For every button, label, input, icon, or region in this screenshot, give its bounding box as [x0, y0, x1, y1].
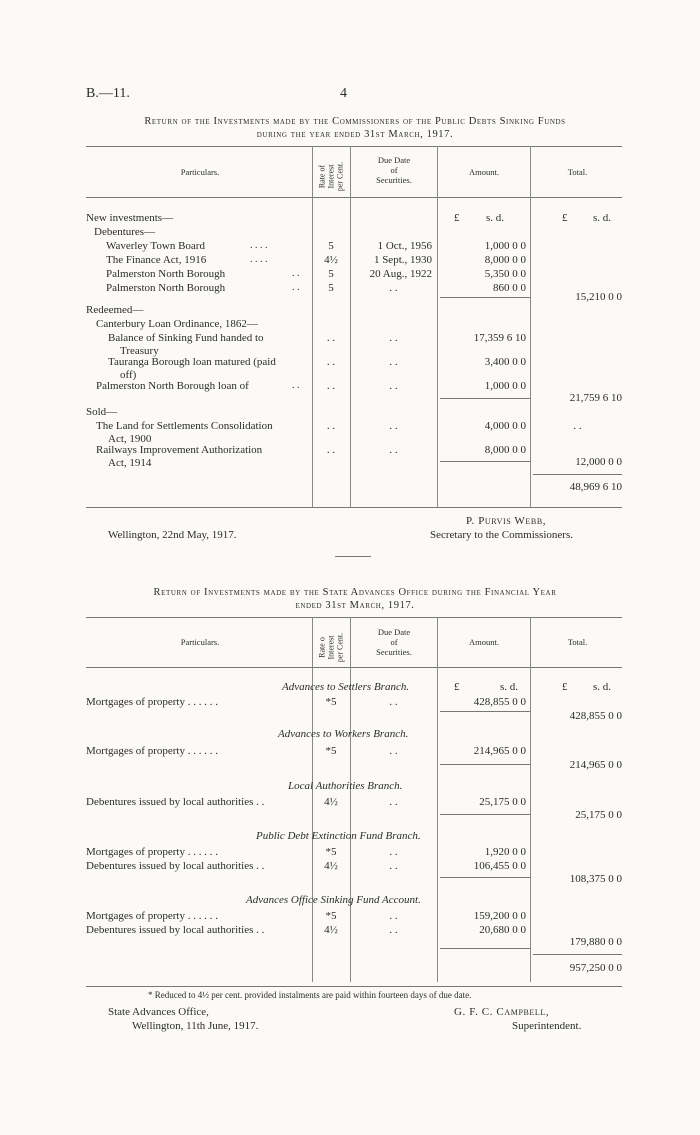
subtotal-rule	[440, 461, 530, 462]
b5-amount-mortgages: 159,200 0 0	[473, 910, 526, 922]
b4-rate-mortgages: *5	[325, 846, 337, 858]
row-waverley-due: 1 Oct., 1956	[377, 240, 432, 252]
table1-title-line2: during the year ended 31st March, 1917.	[256, 129, 454, 140]
canterbury-label: Canterbury Loan Ordinance, 1862—	[96, 318, 258, 330]
row-land-particulars: The Land for Settlements Consolidation	[96, 420, 273, 432]
dots-cell: . .	[389, 745, 398, 757]
table2-signatory: G. F. C. Campbell,	[454, 1006, 550, 1018]
b4-total: 108,375 0 0	[569, 873, 622, 885]
dots-cell: . .	[389, 910, 398, 922]
leader-dots: . . . .	[250, 254, 268, 265]
row-land-particulars-cont: Act, 1900	[108, 433, 152, 445]
dots-cell: . .	[389, 696, 398, 708]
dots-cell: . .	[389, 444, 398, 456]
branch-sinking-fund-heading: Advances Office Sinking Fund Account.	[246, 894, 421, 906]
dots-cell: . .	[389, 380, 398, 392]
row-palmerston-1-particulars: Palmerston North Borough	[106, 268, 226, 280]
table1-col-divider	[530, 146, 531, 507]
leader-dots: . .	[292, 268, 300, 279]
series-number: B.—11.	[86, 86, 130, 101]
table2-amount-pound: £	[454, 681, 460, 693]
row-balance-particulars: Balance of Sinking Fund handed to	[108, 332, 264, 344]
subtotal-rule	[440, 711, 530, 712]
row-tauranga-amount: 3,400 0 0	[484, 356, 526, 368]
branch-local-authorities-heading: Local Authorities Branch.	[288, 780, 403, 792]
table1-signatory-title: Secretary to the Commissioners.	[430, 529, 573, 541]
row-railways-amount: 8,000 0 0	[484, 444, 526, 456]
subtotal-rule	[440, 814, 530, 815]
table2-office: State Advances Office,	[108, 1006, 209, 1018]
dots-cell: . .	[326, 332, 336, 344]
row-waverley-rate: 5	[328, 240, 334, 252]
row-palmerston-2-rate: 5	[328, 282, 334, 294]
total-redeemed: 21,759 6 10	[569, 392, 622, 404]
b3-amount: 25,175 0 0	[479, 796, 526, 808]
row-waverley-particulars: Waverley Town Board	[106, 240, 205, 252]
table1-header-amount: Amount.	[469, 167, 499, 177]
table2-header-due-date: Due Date of Securities.	[376, 627, 412, 657]
subtotal-rule	[440, 764, 530, 765]
table1-amount-sd: s. d.	[486, 212, 505, 224]
b3-rate: 4½	[324, 796, 338, 808]
table1-title-line1: Return of the Investments made by the Commissioners of the Public Debts Sinking Funds	[144, 116, 566, 127]
row-palmerston-2-amount: 860 0 0	[493, 282, 526, 294]
row-finance-act-amount: 8,000 0 0	[484, 254, 526, 266]
subtotal-rule	[440, 297, 530, 298]
new-investments-label: New investments—	[86, 212, 174, 224]
row-palmerston-1-rate: 5	[328, 268, 334, 280]
row-finance-act-due: 1 Sept., 1930	[373, 254, 432, 266]
subtotal-rule	[440, 877, 530, 878]
total-rule	[533, 954, 622, 955]
table1-total-pound: £	[562, 212, 568, 224]
table2-signatory-title: Superintendent.	[512, 1020, 582, 1032]
b5-amount-debentures: 20,680 0 0	[479, 924, 526, 936]
table1-grand-total: 48,969 6 10	[569, 481, 622, 493]
table2-total-sd: s. d.	[593, 681, 612, 693]
b5-rate-debentures: 4½	[324, 924, 338, 936]
row-palmerston-1-amount: 5,350 0 0	[484, 268, 526, 280]
dots-cell: . .	[326, 444, 336, 456]
b3-particulars: Debentures issued by local authorities . .	[86, 796, 265, 808]
row-tauranga-particulars: Tauranga Borough loan matured (paid	[108, 356, 276, 368]
table2-header-amount: Amount.	[469, 637, 499, 647]
b4-amount-debentures: 106,455 0 0	[473, 860, 526, 872]
total-rule	[533, 474, 622, 475]
row-palmerston-loan-particulars: Palmerston North Borough loan of	[96, 380, 249, 392]
table1-total-sd: s. d.	[593, 212, 612, 224]
dots-cell: . .	[326, 356, 336, 368]
dots-cell: . .	[326, 420, 336, 432]
table1-header-particulars: Particulars.	[180, 167, 220, 177]
b1-total: 428,855 0 0	[569, 710, 622, 722]
table1-amount-pound: £	[454, 212, 460, 224]
total-sold: 12,000 0 0	[575, 456, 622, 468]
debentures-label: Debentures—	[94, 226, 156, 238]
table1-header-rule	[86, 197, 622, 198]
b4-rate-debentures: 4½	[324, 860, 338, 872]
section-separator	[335, 556, 371, 557]
b5-total: 179,880 0 0	[569, 936, 622, 948]
table1-bottom-rule	[86, 507, 622, 508]
b5-particulars-debentures: Debentures issued by local authorities . .	[86, 924, 265, 936]
subtotal-rule	[440, 948, 530, 949]
table2-title-line1: Return of Investments made by the State Advances Office during the Financial Year	[153, 587, 557, 598]
b1-amount: 428,855 0 0	[473, 696, 526, 708]
b2-amount: 214,965 0 0	[473, 745, 526, 757]
dots-cell: . .	[389, 846, 398, 858]
leader-dots: . .	[292, 380, 300, 391]
table2-header-rule	[86, 667, 622, 668]
branch-workers-heading: Advances to Workers Branch.	[278, 728, 409, 740]
b1-particulars: Mortgages of property . . . . . .	[86, 696, 218, 708]
table2-total-pound: £	[562, 681, 568, 693]
row-palmerston-2-particulars: Palmerston North Borough	[106, 282, 226, 294]
b4-particulars-mortgages: Mortgages of property . . . . . .	[86, 846, 218, 858]
dots-cell: . .	[389, 860, 398, 872]
row-palmerston-1-due: 20 Aug., 1922	[369, 268, 432, 280]
dots-cell: . .	[389, 356, 398, 368]
b4-particulars-debentures: Debentures issued by local authorities . .	[86, 860, 265, 872]
branch-settlers-heading: Advances to Settlers Branch.	[282, 681, 410, 693]
b3-total: 25,175 0 0	[575, 809, 622, 821]
row-finance-act-particulars: The Finance Act, 1916	[106, 254, 207, 266]
leader-dots: . .	[292, 282, 300, 293]
table2-title-line2: ended 31st March, 1917.	[295, 600, 415, 611]
table2-amount-sd: s. d.	[500, 681, 519, 693]
row-balance-amount: 17,359 6 10	[473, 332, 526, 344]
b1-rate: *5	[325, 696, 337, 708]
b2-rate: *5	[325, 745, 337, 757]
b4-amount-mortgages: 1,920 0 0	[484, 846, 526, 858]
table1-header-rate: Rate of Interest per Cent.	[317, 161, 345, 192]
sold-label: Sold—	[86, 406, 118, 418]
table1-signatory: P. Purvis Webb,	[466, 515, 547, 527]
table2-header-particulars: Particulars.	[180, 637, 220, 647]
footnote: * Reduced to 4½ per cent. provided instalments are paid within fourteen days of due date.	[148, 990, 472, 1000]
row-palmerston-2-due: . .	[389, 282, 398, 294]
row-railways-particulars-cont: Act, 1914	[108, 457, 152, 469]
b5-rate-mortgages: *5	[325, 910, 337, 922]
b2-particulars: Mortgages of property . . . . . .	[86, 745, 218, 757]
leader-dots: . . . .	[250, 240, 268, 251]
table2-top-rule	[86, 617, 622, 618]
row-waverley-amount: 1,000 0 0	[484, 240, 526, 252]
subtotal-rule	[440, 398, 530, 399]
table2-place-date: Wellington, 11th June, 1917.	[132, 1020, 259, 1032]
total-new-investments: 15,210 0 0	[575, 291, 622, 303]
row-balance-particulars-cont: Treasury	[120, 345, 159, 357]
redeemed-label: Redeemed—	[86, 304, 144, 316]
page-number: 4	[340, 86, 347, 101]
row-land-amount: 4,000 0 0	[484, 420, 526, 432]
row-palmerston-loan-amount: 1,000 0 0	[484, 380, 526, 392]
dots-cell: . .	[573, 420, 582, 432]
dots-cell: . .	[389, 332, 398, 344]
table1-col-divider	[437, 146, 438, 507]
table2-col-divider	[437, 617, 438, 982]
table2-grand-total: 957,250 0 0	[569, 962, 622, 974]
table1-top-rule	[86, 146, 622, 147]
table1-header-due-date: Due Date of Securities.	[376, 155, 412, 185]
table2-header-rate: Rate o Interest per Cent.	[317, 632, 345, 663]
dots-cell: . .	[389, 796, 398, 808]
row-railways-particulars: Railways Improvement Authorization	[96, 444, 263, 456]
table1-place-date: Wellington, 22nd May, 1917.	[108, 529, 237, 541]
table2-col-divider	[530, 617, 531, 982]
b5-particulars-mortgages: Mortgages of property . . . . . .	[86, 910, 218, 922]
table2-header-total: Total.	[567, 637, 588, 647]
table2-bottom-rule	[86, 986, 622, 987]
dots-cell: . .	[389, 420, 398, 432]
branch-public-debt-heading: Public Debt Extinction Fund Branch.	[256, 830, 421, 842]
row-finance-act-rate: 4½	[324, 254, 338, 266]
row-tauranga-particulars-cont: off)	[120, 369, 137, 381]
dots-cell: . .	[389, 924, 398, 936]
table1-header-total: Total.	[567, 167, 588, 177]
b2-total: 214,965 0 0	[569, 759, 622, 771]
dots-cell: . .	[326, 380, 336, 392]
